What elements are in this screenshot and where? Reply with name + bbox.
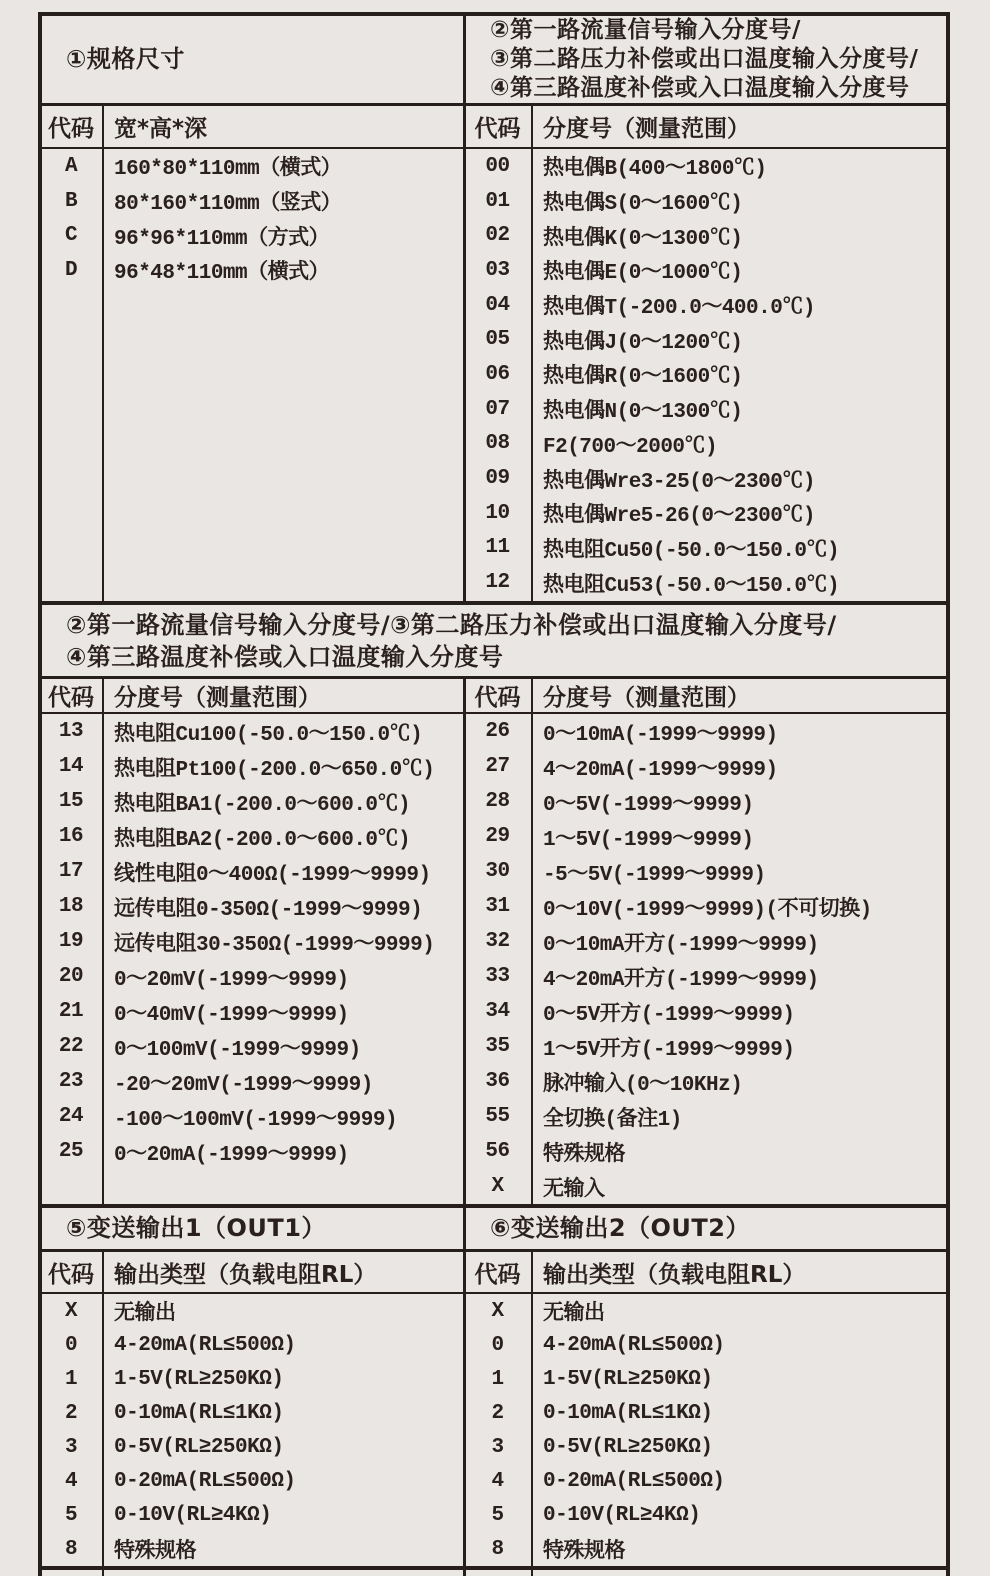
input-codes-header-row	[42, 679, 463, 714]
description-cell: 热电偶B(400～1800℃)	[543, 158, 767, 182]
table-row	[466, 496, 946, 531]
description-cell: F2(700～2000℃)	[543, 435, 718, 459]
code-cell: X	[491, 1175, 504, 1198]
section-input-codes-continued	[42, 605, 946, 1208]
input-codes-header-row	[466, 679, 946, 714]
description-cell: 0-10V(RL≥4KΩ)	[543, 1503, 701, 1527]
code-cell: A	[64, 154, 78, 178]
table-row	[466, 461, 946, 496]
table-row	[42, 1029, 463, 1064]
code-cell: 2	[64, 1401, 78, 1425]
table-row	[466, 392, 946, 427]
table-row	[42, 784, 463, 819]
output-type-header-cell: 输出类型（负载电阻RL）	[114, 1261, 377, 1288]
description-cell: 1～5V(-1999～9999)	[543, 828, 754, 852]
table-row	[42, 218, 463, 253]
table-row	[42, 149, 463, 184]
description-cell: 0～5V开方(-1999～9999)	[543, 1003, 795, 1027]
description-cell: 0～10V(-1999～9999)(不可切换)	[543, 898, 872, 922]
code-cell: 4	[64, 1469, 78, 1493]
divider	[531, 1570, 533, 1576]
table-row	[466, 1396, 946, 1430]
description-cell: 4～20mA开方(-1999～9999)	[543, 968, 819, 992]
code-cell: 16	[58, 825, 84, 848]
description-cell: 全切换(备注1)	[543, 1108, 682, 1132]
description-cell: 热电偶N(0～1300℃)	[543, 401, 743, 425]
title-line-1: ②第一路流量信号输入分度号/	[490, 17, 801, 43]
out2-rows	[466, 1294, 946, 1566]
next-section-sliver	[42, 1570, 946, 1576]
description-cell: 热电阻BA1(-200.0～600.0℃)	[114, 793, 411, 817]
code-cell: 09	[485, 467, 510, 491]
code-cell: 05	[485, 328, 510, 352]
code-cell: 5	[491, 1503, 504, 1527]
description-cell: 热电偶J(0～1200℃)	[543, 331, 743, 355]
description-cell: 1～5V开方(-1999～9999)	[543, 1038, 795, 1062]
table-row	[466, 1498, 946, 1532]
code-cell: 13	[58, 720, 84, 743]
input-codes-subtable-1	[466, 16, 946, 601]
table-row	[42, 1430, 463, 1464]
code-cell: 1	[64, 1367, 78, 1391]
dimension-header-cell: 宽*高*深	[114, 116, 208, 142]
code-cell: 00	[485, 154, 510, 178]
description-cell: 热电阻Pt100(-200.0～650.0℃)	[114, 758, 435, 782]
description-cell: 0-5V(RL≥250KΩ)	[543, 1435, 713, 1459]
code-cell: 2	[491, 1401, 504, 1425]
title-line-3: ④第三路温度补偿或入口温度输入分度号	[490, 75, 910, 101]
code-cell: 55	[485, 1105, 510, 1128]
table-row	[466, 322, 946, 357]
code-cell: 22	[58, 1035, 84, 1058]
title-line-2: ④第三路温度补偿或入口温度输入分度号	[66, 642, 504, 671]
table-row	[466, 994, 946, 1029]
code-cell: 0	[491, 1333, 504, 1357]
description-cell: 热电阻Cu50(-50.0～150.0℃)	[543, 539, 840, 563]
code-cell: 18	[58, 895, 84, 918]
description-cell: 脉冲输入(0～10KHz)	[543, 1073, 743, 1097]
code-cell: B	[64, 189, 78, 213]
table-row	[466, 959, 946, 994]
input-codes-rows-26-x	[466, 714, 946, 1205]
code-cell: 1	[491, 1367, 504, 1391]
description-cell: 0-10mA(RL≤1KΩ)	[543, 1401, 713, 1425]
code-cell: 12	[485, 571, 510, 595]
code-cell: 07	[485, 397, 510, 421]
description-cell: 96*96*110mm（方式）	[114, 227, 330, 251]
code-cell: 21	[58, 1000, 84, 1023]
table-row	[42, 1294, 463, 1328]
input-codes-subtable-left	[42, 679, 466, 1205]
table-row	[466, 1464, 946, 1498]
code-cell: 19	[58, 930, 84, 953]
code-cell: 20	[58, 965, 84, 988]
out2-header-row	[466, 1252, 946, 1294]
table-row	[466, 749, 946, 784]
code-cell: 8	[491, 1537, 504, 1561]
table-row	[466, 819, 946, 854]
description-cell: 0-10mA(RL≤1KΩ)	[114, 1401, 284, 1425]
table-row	[42, 889, 463, 924]
description-cell: -20～20mV(-1999～9999)	[114, 1073, 373, 1097]
table-row	[466, 1029, 946, 1064]
input-codes-rows-00-12	[466, 149, 946, 601]
input-codes-subtable-right	[466, 679, 946, 1205]
description-cell: 热电偶Wre3-25(0～2300℃)	[543, 470, 815, 494]
description-cell: 0～5V(-1999～9999)	[543, 793, 754, 817]
title-line-2: ③第二路压力补偿或出口温度输入分度号/	[490, 46, 919, 72]
description-cell: 1-5V(RL≥250KΩ)	[114, 1367, 284, 1391]
description-cell: 0～10mA(-1999～9999)	[543, 723, 778, 747]
code-cell: 29	[485, 825, 510, 848]
table-row	[466, 357, 946, 392]
code-header-cell: 代码	[474, 116, 521, 142]
description-cell: 线性电阻0～400Ω(-1999～9999)	[114, 863, 431, 887]
section-title-text: ⑤变送输出1（OUT1）	[66, 1214, 326, 1242]
code-cell: 3	[491, 1435, 504, 1459]
table-row	[466, 889, 946, 924]
code-cell: 06	[485, 362, 510, 386]
output-type-header-cell: 输出类型（负载电阻RL）	[543, 1261, 806, 1288]
table-row	[42, 1396, 463, 1430]
table-row	[466, 565, 946, 600]
section-dimensions-and-inputs	[42, 16, 946, 605]
description-cell: 远传电阻0-350Ω(-1999～9999)	[114, 898, 423, 922]
table-row	[466, 531, 946, 566]
dimensions-header-row	[42, 106, 463, 149]
description-cell: 热电阻Cu53(-50.0～150.0℃)	[543, 574, 840, 598]
description-cell: 热电偶S(0～1600℃)	[543, 193, 743, 217]
code-cell: 14	[58, 755, 84, 778]
section-title-text: ⑥变送输出2（OUT2）	[490, 1214, 750, 1242]
description-cell: 4～20mA(-1999～9999)	[543, 758, 778, 782]
description-cell: 0～40mV(-1999～9999)	[114, 1003, 349, 1027]
out1-rows	[42, 1294, 463, 1566]
code-header-cell: 代码	[48, 1261, 94, 1288]
range-header-cell: 分度号（测量范围）	[114, 685, 321, 711]
description-cell: 0-5V(RL≥250KΩ)	[114, 1435, 284, 1459]
description-cell: 0-10V(RL≥4KΩ)	[114, 1503, 272, 1527]
table-row	[42, 1134, 463, 1169]
table-row	[42, 1328, 463, 1362]
description-cell: 热电偶E(0～1000℃)	[543, 262, 743, 286]
table-row	[42, 184, 463, 219]
input-codes-header-row	[466, 106, 946, 149]
table-row	[466, 854, 946, 889]
table-row	[466, 288, 946, 323]
description-cell: 4-20mA(RL≤500Ω)	[114, 1333, 296, 1357]
table-row	[466, 1169, 946, 1204]
section-title-text: ①规格尺寸	[66, 45, 185, 73]
code-cell: X	[491, 1299, 504, 1323]
code-cell: 25	[58, 1140, 84, 1163]
code-cell: 28	[485, 790, 510, 813]
description-cell: 特殊规格	[114, 1541, 196, 1564]
dimensions-subtable	[42, 16, 466, 601]
table-row	[42, 1064, 463, 1099]
divider	[463, 1570, 466, 1576]
description-cell: -5～5V(-1999～9999)	[543, 863, 766, 887]
description-cell: 0-20mA(RL≤500Ω)	[114, 1469, 296, 1493]
input-signal-section-title	[466, 16, 946, 106]
code-cell: 01	[485, 189, 510, 213]
code-header-cell: 代码	[48, 116, 94, 142]
description-cell: 热电阻Cu100(-50.0～150.0℃)	[114, 723, 423, 747]
table-row	[42, 924, 463, 959]
description-cell: 热电偶R(0～1600℃)	[543, 366, 743, 390]
description-cell: 96*48*110mm（横式）	[114, 262, 330, 286]
section-transmitter-outputs	[42, 1208, 946, 1570]
code-header-cell: 代码	[48, 685, 94, 711]
code-cell: 30	[485, 860, 510, 883]
table-row	[42, 1532, 463, 1566]
out1-header-row	[42, 1252, 463, 1294]
table-row	[466, 714, 946, 749]
code-cell: 34	[485, 1000, 510, 1023]
table-row	[466, 1532, 946, 1566]
code-cell: 4	[491, 1469, 504, 1493]
input-codes-rows-13-25	[42, 714, 463, 1205]
description-cell: 热电偶T(-200.0～400.0℃)	[543, 297, 815, 321]
code-cell: X	[64, 1299, 78, 1323]
divider	[102, 1570, 104, 1576]
code-cell: 3	[64, 1435, 78, 1459]
table-row	[42, 819, 463, 854]
table-row	[466, 1099, 946, 1134]
code-cell: 10	[485, 501, 510, 525]
table-row	[466, 1430, 946, 1464]
table-row	[466, 1362, 946, 1396]
code-cell: 36	[485, 1070, 510, 1093]
description-cell: 特殊规格	[543, 1143, 625, 1167]
description-cell: 热电偶Wre5-26(0～2300℃)	[543, 505, 815, 529]
code-cell: 24	[58, 1105, 84, 1128]
code-cell: 11	[485, 536, 510, 560]
description-cell: 1-5V(RL≥250KΩ)	[543, 1367, 713, 1391]
code-cell: 08	[485, 432, 510, 456]
code-cell: 0	[64, 1333, 78, 1357]
code-header-cell: 代码	[474, 685, 521, 711]
description-cell: 热电阻BA2(-200.0～600.0℃)	[114, 828, 411, 852]
input-signal-section-title-repeat	[42, 605, 946, 679]
description-cell: 80*160*110mm（竖式）	[114, 193, 342, 217]
table-row	[42, 1099, 463, 1134]
code-cell: 26	[485, 720, 510, 743]
description-cell: 0～20mA(-1999～9999)	[114, 1143, 349, 1167]
table-row	[42, 714, 463, 749]
dimensions-rows	[42, 149, 463, 601]
code-cell: 23	[58, 1070, 84, 1093]
description-cell: 无输出	[114, 1303, 176, 1326]
description-cell: 热电偶K(0～1300℃)	[543, 227, 743, 251]
out1-subtable	[42, 1208, 466, 1566]
table-row	[466, 253, 946, 288]
table-row	[466, 427, 946, 462]
table-row	[42, 253, 463, 288]
description-cell: -100～100mV(-1999～9999)	[114, 1108, 398, 1132]
description-cell: 160*80*110mm（横式）	[114, 158, 342, 182]
description-cell: 0～20mV(-1999～9999)	[114, 968, 349, 992]
description-cell: 无输出	[543, 1303, 605, 1326]
input-codes-body	[42, 679, 946, 1205]
code-cell: 33	[485, 965, 510, 988]
code-cell: 15	[58, 790, 84, 813]
description-cell: 0～100mV(-1999～9999)	[114, 1038, 361, 1062]
description-cell: 0-20mA(RL≤500Ω)	[543, 1469, 725, 1493]
table-row	[42, 1362, 463, 1396]
table-row	[42, 854, 463, 889]
table-row	[466, 1064, 946, 1099]
code-cell: D	[64, 258, 78, 282]
description-cell: 无输入	[543, 1178, 605, 1202]
out2-subtable	[466, 1208, 946, 1566]
code-cell: 5	[64, 1503, 78, 1527]
title-line-1: ②第一路流量信号输入分度号/③第二路压力补偿或出口温度输入分度号/	[66, 610, 837, 639]
description-cell: 4-20mA(RL≤500Ω)	[543, 1333, 725, 1357]
code-cell: 04	[485, 293, 510, 317]
code-cell: 02	[485, 224, 510, 248]
out2-section-title	[466, 1208, 946, 1252]
code-cell: 17	[58, 860, 84, 883]
code-cell: 03	[485, 258, 510, 282]
range-header-cell: 分度号（测量范围）	[543, 685, 750, 711]
range-header-cell: 分度号（测量范围）	[543, 116, 750, 142]
table-row	[42, 959, 463, 994]
description-cell: 特殊规格	[543, 1541, 625, 1564]
code-cell: 32	[485, 930, 510, 953]
code-cell: C	[64, 224, 78, 248]
description-cell: 0～10mA开方(-1999～9999)	[543, 933, 819, 957]
table-row	[466, 1328, 946, 1362]
table-row	[466, 784, 946, 819]
table-row	[466, 1134, 946, 1169]
description-cell: 远传电阻30-350Ω(-1999～9999)	[114, 933, 435, 957]
dimensions-section-title	[42, 16, 463, 106]
table-row	[466, 924, 946, 959]
table-row	[42, 749, 463, 784]
code-cell: 56	[485, 1140, 510, 1163]
table-row	[42, 1464, 463, 1498]
code-cell: 27	[485, 755, 510, 778]
code-header-cell: 代码	[474, 1261, 521, 1288]
code-cell: 31	[485, 895, 510, 918]
table-row	[466, 218, 946, 253]
table-row	[42, 1498, 463, 1532]
ordering-code-table	[38, 12, 950, 1576]
table-row	[466, 1294, 946, 1328]
table-row	[42, 994, 463, 1029]
table-row	[466, 149, 946, 184]
table-row	[466, 184, 946, 219]
code-cell: 35	[485, 1035, 510, 1058]
out1-section-title	[42, 1208, 463, 1252]
code-cell: 8	[64, 1537, 78, 1561]
